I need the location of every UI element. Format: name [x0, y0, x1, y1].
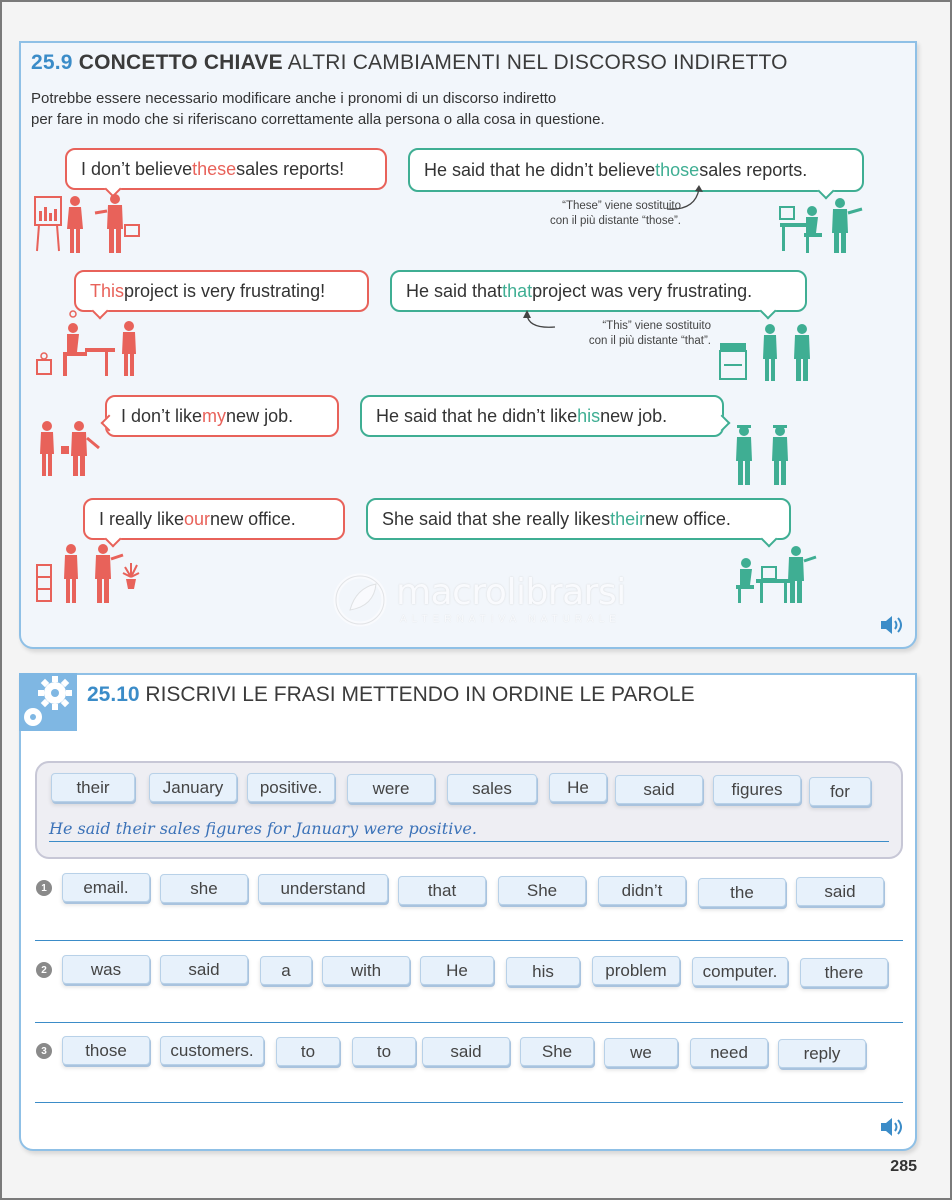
text: sales reports!: [236, 158, 345, 179]
text: He said that he didn’t believe: [424, 159, 656, 180]
word-tile[interactable]: She: [498, 876, 586, 905]
word-tile[interactable]: computer.: [692, 957, 788, 986]
reported-speech-bubble: [408, 148, 864, 192]
word-tile[interactable]: the: [698, 878, 786, 907]
note-arrow: [665, 183, 705, 213]
word-tile[interactable]: email.: [62, 873, 150, 902]
key-concept-panel: [19, 41, 917, 649]
section-number: 25.9: [31, 51, 73, 74]
word-tile[interactable]: said: [615, 775, 703, 804]
speaker-icon[interactable]: [879, 1115, 905, 1139]
section-title-bold: CONCETTO CHIAVE: [78, 51, 283, 74]
highlight: these: [192, 158, 237, 179]
watermark-text: macrolibrarsi: [396, 572, 626, 613]
text: I really like: [99, 508, 185, 529]
answer-line[interactable]: [35, 940, 903, 941]
text: sales reports.: [699, 159, 808, 180]
people-figure-icon: [35, 308, 145, 380]
word-tile[interactable]: January: [149, 773, 237, 802]
word-tile[interactable]: his: [506, 957, 580, 986]
answer-line[interactable]: [35, 1022, 903, 1023]
exercise-number: 3: [36, 1043, 52, 1059]
word-tile[interactable]: their: [51, 773, 135, 802]
word-tile[interactable]: said: [422, 1037, 510, 1066]
text: I don’t like: [121, 405, 203, 426]
people-figure-icon: [35, 543, 145, 607]
direct-speech-bubble: [65, 148, 387, 190]
word-tile[interactable]: that: [398, 876, 486, 905]
note-line: “This” viene sostituito: [602, 320, 711, 332]
reported-speech-bubble: [360, 395, 724, 437]
word-tile[interactable]: reply: [778, 1039, 866, 1068]
note-line: con il più distante “those”.: [549, 215, 681, 227]
speaker-icon[interactable]: [879, 613, 905, 637]
people-figure-icon: [724, 423, 804, 487]
gear-icon: [19, 673, 77, 731]
note: [551, 319, 711, 349]
section-title-text: ALTRI CAMBIAMENTI NEL DISCORSO INDIRETTO: [287, 51, 788, 74]
word-tile[interactable]: there: [800, 958, 888, 987]
word-tile[interactable]: He: [420, 956, 494, 985]
example-answer: He said their sales figures for January were positive.: [49, 819, 477, 838]
word-tile[interactable]: we: [604, 1038, 678, 1067]
direct-speech-bubble: [74, 270, 369, 312]
section-title-text: RISCRIVI LE FRASI METTENDO IN ORDINE LE PAROLE: [145, 683, 695, 706]
word-tile[interactable]: said: [160, 955, 248, 984]
people-figure-icon: [33, 191, 143, 257]
note-arrow: [521, 309, 557, 335]
word-tile[interactable]: with: [322, 956, 410, 985]
direct-speech-bubble: [105, 395, 339, 437]
note-line: “These” viene sostituito: [562, 200, 681, 212]
answer-line[interactable]: [35, 1102, 903, 1103]
text: She said that she really likes: [382, 508, 611, 529]
word-tile[interactable]: to: [352, 1037, 416, 1066]
people-figure-icon: [730, 543, 820, 607]
text: new office.: [210, 508, 296, 529]
people-figure-icon: [718, 321, 828, 383]
word-tile[interactable]: were: [347, 774, 435, 803]
highlight: that: [502, 280, 533, 301]
text: He said that he didn’t like: [376, 405, 578, 426]
highlight: those: [655, 159, 700, 180]
text: project is very frustrating!: [124, 280, 326, 301]
page-number: 285: [890, 1158, 917, 1175]
note: [521, 199, 681, 229]
text: project was very frustrating.: [532, 280, 753, 301]
example-box: [35, 761, 903, 859]
word-tile[interactable]: sales: [447, 774, 537, 803]
word-tile[interactable]: problem: [592, 956, 680, 985]
word-tile[interactable]: said: [796, 877, 884, 906]
direct-speech-bubble: [83, 498, 345, 540]
highlight: This: [90, 280, 125, 301]
exercise-panel: [19, 673, 917, 1151]
word-tile[interactable]: understand: [258, 874, 388, 903]
note-line: con il più distante “that”.: [588, 335, 711, 347]
word-tile[interactable]: didn’t: [598, 876, 686, 905]
text: I don’t believe: [81, 158, 193, 179]
word-tile[interactable]: a: [260, 956, 312, 985]
intro-text: [31, 88, 731, 130]
intro-line: Potrebbe essere necessario modificare anche i pronomi di un discorso indiretto: [31, 90, 557, 107]
word-tile[interactable]: she: [160, 874, 248, 903]
people-figure-icon: [37, 418, 107, 480]
word-tile[interactable]: was: [62, 955, 150, 984]
highlight: their: [610, 508, 646, 529]
reported-speech-bubble: [390, 270, 807, 312]
people-figure-icon: [778, 193, 868, 255]
exercise-number: 1: [36, 880, 52, 896]
word-tile[interactable]: figures: [713, 775, 801, 804]
word-tile[interactable]: for: [809, 777, 871, 806]
section-title: [31, 51, 788, 75]
word-tile[interactable]: those: [62, 1036, 150, 1065]
exercise-number: 2: [36, 962, 52, 978]
word-tile[interactable]: to: [276, 1037, 340, 1066]
text: He said that: [406, 280, 503, 301]
text: new office.: [645, 508, 731, 529]
word-tile[interactable]: need: [690, 1038, 768, 1067]
intro-line: per fare in modo che si riferiscano correttamente alla persona o alla cosa in questione.: [31, 111, 605, 128]
text: new job.: [600, 405, 668, 426]
answer-line: [49, 841, 889, 842]
watermark-tagline: ALTERNATIVA NATURALE: [400, 614, 621, 625]
text: new job.: [226, 405, 294, 426]
word-tile[interactable]: positive.: [247, 773, 335, 802]
section-number: 25.10: [87, 683, 140, 706]
reported-speech-bubble: [366, 498, 791, 540]
highlight: our: [184, 508, 211, 529]
exercise-badge: [19, 673, 77, 731]
word-tile[interactable]: customers.: [160, 1036, 264, 1065]
section-title: [87, 683, 695, 707]
word-tile[interactable]: She: [520, 1037, 594, 1066]
highlight: my: [202, 405, 227, 426]
highlight: his: [577, 405, 601, 426]
word-tile[interactable]: He: [549, 773, 607, 802]
